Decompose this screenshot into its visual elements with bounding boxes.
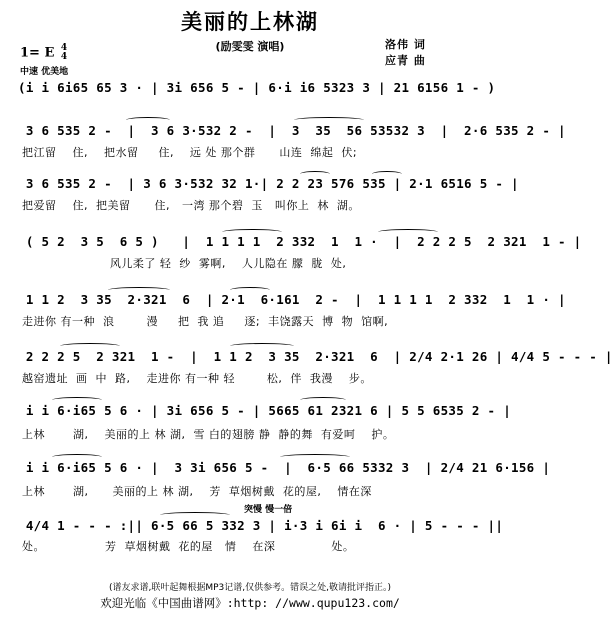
slur-mark	[294, 117, 364, 123]
row-notes: i i 6·i65 5 6 · | 3i 656 5 - | 5665 61 2321 6 | 5 5 6535 2 - |	[18, 403, 512, 418]
row-lyric: 处。 芳 草烟树戴 花的屋 情 在深 处。	[18, 540, 355, 553]
score-row-3	[18, 234, 582, 294]
row-notes: (i i 6i65 65 3 · | 3i 656 5 - | 6·i i6 5323 3 | 21 6156 1 - )	[18, 80, 496, 95]
lyricist-credit: 洛伟 词	[385, 38, 426, 51]
row-lyric: 把江留 住, 把水留 住, 远 处 那个群 山连 绵起 伏;	[18, 146, 358, 159]
slur-mark	[60, 343, 120, 349]
song-title: 美丽的上林湖	[181, 10, 319, 34]
slur-mark	[222, 229, 282, 235]
singer-credit: (励雯雯 演唱)	[215, 40, 285, 53]
row-notes: 3 6 535 2 - | 3 6 3·532 2 - | 3 35 56 53532 3 | 2·6 535 2 - |	[18, 123, 566, 138]
slur-mark	[126, 117, 170, 123]
row-lyric: 上林 湖, 美丽的上 林 湖, 芳 草烟树戴 花的屋, 情在深	[18, 485, 372, 498]
slur-mark	[300, 397, 346, 403]
slur-mark	[52, 454, 102, 460]
row-notes: 3 6 535 2 - | 3 6 3·532 32 1·| 2 2 23 576 535 | 2·1 6516 5 - |	[18, 176, 519, 191]
slur-mark	[372, 171, 402, 177]
score-row-intro	[18, 80, 496, 125]
score-row-2	[18, 176, 519, 236]
key-signature	[20, 44, 67, 62]
slur-mark	[300, 171, 330, 177]
score-row-8	[18, 518, 504, 578]
slur-mark	[52, 397, 102, 403]
tempo-marking: 中速 优美地	[20, 67, 69, 77]
row-lyric: 走进你 有一种 浪 漫 把 我 追 逐; 丰饶露天 博 物 馆啊,	[18, 315, 389, 328]
row-notes: ( 5 2 3 5 6 5 ) | 1 1 1 1 2 332 1 1 · | 2 2 2 5 2 321 1 - |	[18, 234, 582, 249]
row-notes: 4/4 1 - - - :|| 6·5 66 5 332 3 | i·3 i 6i i 6 · | 5 - - - ||	[18, 518, 504, 533]
transcription-note: (谱友求谱,联叶起舞根据MP3记谱,仅供参考。错误之处,敬请批评指正。)	[108, 583, 392, 593]
slur-mark	[108, 287, 170, 293]
slur-mark	[378, 229, 438, 235]
slur-mark	[280, 454, 350, 460]
row-notes: i i 6·i65 5 6 · | 3 3i 656 5 - | 6·5 66 5332 3 | 2/4 21 6·156 |	[18, 460, 551, 475]
tempo-change-annotation: 突慢 慢一倍	[244, 505, 293, 515]
row-lyric: 上林 湖, 美丽的上 林 湖, 雪 白的翅膀 静 静的舞 有爱呵 护。	[18, 428, 395, 441]
slur-mark	[230, 287, 270, 293]
row-lyric: 越窑遗址 画 中 路, 走进你 有一种 轻 松, 伴 我漫 步。	[18, 372, 372, 385]
time-signature	[61, 44, 67, 62]
row-notes: 2 2 2 5 2 321 1 - | 1 1 2 3 35 2·321 6 | 2/4 2·1 26 | 4/4 5 - - - |	[18, 349, 613, 364]
time-signature-bottom: 4	[60, 52, 68, 62]
key-label: 1= E	[20, 45, 55, 61]
row-lyric: 把爱留 住, 把美留 住, 一湾 那个碧 玉 叫你上 林 湖。	[18, 199, 360, 212]
time-signature-top: 4	[60, 43, 68, 53]
score-row-1	[18, 123, 566, 183]
composer-credit: 应青 曲	[385, 54, 426, 67]
slur-mark	[230, 343, 294, 349]
row-notes: 1 1 2 3 35 2·321 6 | 2·1 6·161 2 - | 1 1 1 1 2 332 1 1 · |	[18, 292, 566, 307]
slur-mark	[160, 512, 230, 518]
row-lyric: 风儿柔了 轻 纱 雾啊, 人儿隐在 朦 胧 处,	[18, 257, 347, 270]
site-footer: 欢迎光临《中国曲谱网》:http: //www.qupu123.com/	[100, 596, 400, 610]
